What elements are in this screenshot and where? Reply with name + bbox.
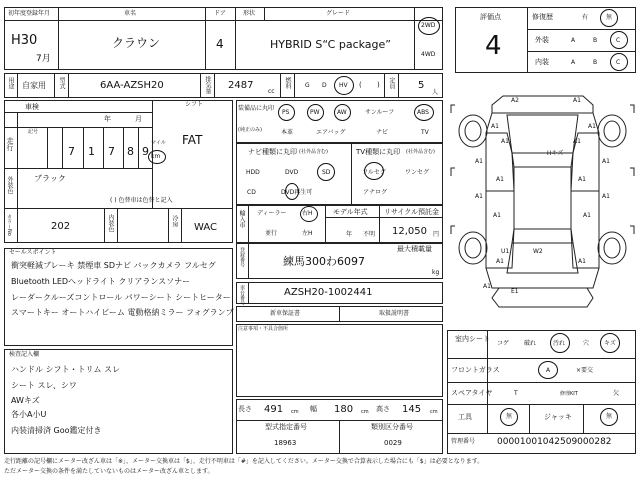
navi-hdd: HDD (246, 169, 260, 176)
capacity-value: 5 (418, 80, 425, 91)
shape-label: 形状 (243, 10, 256, 17)
equip-navi: ナビ (376, 129, 389, 136)
shift-value: FAT (182, 133, 203, 147)
equip-airbag: エアバッグ (316, 129, 346, 136)
width-unit: cm (361, 409, 369, 415)
mark-right-quarter: A1 (578, 258, 586, 265)
mileage-digit-1: 7 (68, 145, 75, 158)
spare-tire-kit: 修理KIT (560, 391, 578, 397)
equip-tv: TV (421, 129, 429, 136)
color-no-value: 202 (51, 221, 71, 232)
model-year-label: モデル年式 (333, 208, 368, 216)
equip-abs: ABS (417, 109, 429, 116)
handle-left: 左H (302, 230, 313, 237)
mileage-unit-km: km (151, 153, 161, 160)
selling-point-line-1: 衝突軽減ブレーキ 禁煙車 SDナビ バックカメラ フルセグ (11, 261, 216, 270)
cooler-value: WAC (194, 222, 217, 233)
equip-pw: PW (310, 109, 320, 116)
jack-value: 無 (606, 413, 613, 420)
fuel-label: 燃料 (284, 77, 291, 89)
fuel-paren-open: ( (359, 81, 362, 89)
footer-line-1: 走行距離の記号欄にメーター改ざん車は「※」、メーター交換車は「$」、走行不明車は「#」を記入してください。メーター交換で合算表示した場合にも「$」は必要となります。 (4, 458, 484, 465)
equipment-subtitle: (純正のみ) (238, 127, 262, 133)
repair-no: 無 (606, 14, 613, 21)
first-reg-label: 初年度登録年月 (8, 10, 51, 17)
exterior-grade-b: B (593, 37, 598, 44)
mark-left-pillar: A1 (496, 176, 504, 183)
front-glass-replace: ×要交 (576, 367, 594, 374)
fuel-g: G (305, 82, 310, 89)
equip-ps: PS (282, 109, 290, 116)
front-glass-label: フロントガラス (451, 366, 500, 374)
inspection-note-line-3: AWキズ (11, 396, 40, 405)
car-damage-diagram (447, 83, 638, 328)
mark-left-front: A1 (491, 123, 499, 130)
navi-sd: SD (322, 169, 331, 176)
jack-label: ジャッキ (544, 413, 572, 421)
mark-hkizu: Hキズ (547, 150, 564, 157)
displacement-unit: cc (268, 88, 275, 95)
selling-point-line-2: Bluetooth LEDヘッドライト クリアランスソナー (11, 277, 191, 286)
use-label: 用途 (7, 77, 14, 89)
color-label: 外装色 (6, 176, 13, 194)
selling-point-line-4: スマートキー オートハイビーム 電動格納ミラー フォグランプ (11, 308, 234, 317)
class-value: 0029 (384, 439, 402, 447)
notes-label: 注意事項・不具合箇所 (238, 326, 289, 332)
navi-note: (社外品含む) (299, 149, 328, 155)
type-cert-value: 18963 (274, 439, 297, 447)
use-value: 自家用 (22, 81, 46, 90)
fuel-hv: HV (339, 82, 348, 89)
mark-right-rear: A1 (583, 212, 591, 219)
mark-left-rear: A1 (493, 212, 501, 219)
tools-label: 工具 (458, 413, 472, 421)
navi-title: ナビ種類に丸印 (248, 148, 297, 156)
fuel-paren-close: ) (377, 81, 380, 89)
tv-title: TV種類に丸印 (356, 148, 401, 156)
interior-grade-a: A (571, 59, 576, 66)
first-reg-month: 7月 (36, 54, 51, 64)
mgmt-label: 管理番号 (451, 438, 476, 445)
length-unit: cm (291, 409, 299, 415)
manual-label: 取扱説明書 (379, 310, 410, 317)
max-load-label: 最大積載量 (397, 245, 432, 253)
interior-grade-c: C (616, 59, 621, 66)
equip-leather: 本革 (281, 129, 294, 136)
navi-dvd-play: DVD再生可 (281, 189, 313, 196)
mark-left-quarter: A1 (496, 258, 504, 265)
tools-value: 無 (506, 413, 513, 420)
doors-value: 4 (216, 37, 224, 51)
model-year-unit: 年 (346, 231, 353, 238)
class-label: 類別区分番号 (371, 423, 413, 431)
displacement-value: 2487 (228, 80, 254, 91)
width-value: 180 (334, 404, 354, 415)
tv-fullseg: フルセグ (362, 169, 386, 176)
mileage-digit-4: 8 (127, 145, 134, 158)
selling-points-title: セールスポイント (9, 249, 57, 256)
grade-value: HYBRID S“C package” (270, 38, 391, 51)
height-label: 高さ (376, 405, 390, 413)
mileage-digit-5: 9 (142, 145, 149, 158)
handle-right: 右H (302, 210, 313, 217)
seat-kizu: キズ (604, 340, 616, 347)
warranty-label: 新車保証書 (270, 310, 301, 317)
spare-tire-none: 欠 (613, 390, 620, 397)
mileage-unit-mile: マイル (151, 140, 166, 146)
chassis-value: AZSH20-1002441 (284, 287, 373, 298)
model-label: 型式 (58, 77, 65, 89)
capacity-label: 定員 (388, 77, 395, 89)
drive-4wd: 4WD (421, 51, 436, 58)
inspection-note-line-4: 各小A小U (11, 410, 47, 419)
mark-right-door-rear: A1 (602, 193, 610, 200)
inspection-year: 年 (104, 115, 111, 123)
mark-left-door-front: A1 (475, 158, 483, 165)
inspection-notes-title: 検査記入欄 (9, 351, 40, 358)
height-value: 145 (402, 404, 422, 415)
inspection-note-line-2: シート スレ、シワ (11, 381, 77, 390)
equip-aw: AW (337, 109, 347, 116)
car-name-label: 車名 (124, 10, 137, 17)
seat-yabure: 破れ (524, 340, 537, 347)
seat-koge: コゲ (497, 340, 510, 347)
car-name-value: クラウン (112, 36, 161, 50)
mark-right-pillar: A1 (578, 176, 586, 183)
seat-yogore: 汚れ (553, 340, 566, 347)
type-cert-label: 型式指定番号 (265, 423, 307, 431)
exterior-grade-c: C (616, 37, 621, 44)
inspection-month: 月 (135, 115, 142, 123)
max-load-unit: kg (432, 269, 440, 276)
navi-cd: CD (247, 189, 256, 196)
repair-label: 修復歴 (532, 13, 553, 21)
plate-value: 練馬300わ6097 (283, 255, 365, 268)
selling-point-line-3: レーダークルーズコントロール パワーシート シートヒーター (11, 293, 231, 302)
score-label: 評価点 (480, 13, 501, 21)
mark-left-door-rear: A1 (475, 193, 483, 200)
tv-note: (社外品含む) (406, 149, 435, 155)
color-no-label: カラーNo (6, 214, 12, 236)
recycle-unit: 円 (433, 231, 440, 238)
capacity-unit: 人 (432, 89, 439, 96)
model-value: 6AA-AZSH20 (100, 80, 164, 91)
shift-label: シフト (185, 101, 204, 108)
mileage-digit-3: 7 (108, 145, 115, 158)
chassis-label: 車台番号 (239, 285, 245, 305)
spare-tire-label: スペアタイヤ (451, 389, 493, 397)
first-reg-value: H30 (11, 33, 38, 48)
grade-label: グレード (326, 10, 351, 17)
tv-analog: アナログ (363, 189, 388, 196)
mark-right-door-front: A1 (602, 158, 610, 165)
score-value: 4 (485, 31, 502, 61)
mark-e1: E1 (511, 288, 519, 295)
spare-tire-t: T (514, 390, 518, 397)
cooler-label: 冷房 (171, 215, 178, 227)
mark-right-front: A1 (588, 123, 596, 130)
length-label: 長さ (238, 405, 252, 413)
mark-front-a1: A1 (573, 97, 581, 104)
import-other: 並行 (265, 230, 278, 237)
inspection-label: 車検 (25, 103, 39, 111)
import-label: 輸入車 (238, 210, 245, 228)
navi-dvd: DVD (285, 169, 299, 176)
inspection-note-line-5: 内装清掃済 Goo鑑定付き (11, 426, 102, 435)
interior-grade-b: B (593, 59, 598, 66)
inspection-note-line-1: ハンドル シフト・トリム スレ (11, 365, 121, 374)
mark-a2: A2 (511, 97, 519, 104)
model-year-unknown: 不明 (363, 231, 376, 238)
exterior-grade-a: A (571, 37, 576, 44)
equipment-title: 装備品に丸印 (238, 105, 275, 112)
recycle-value: 12,050 (392, 226, 427, 237)
height-unit: cm (430, 409, 438, 415)
tv-oneseg: ワンセグ (405, 169, 430, 176)
length-value: 491 (264, 404, 284, 415)
mgmt-value: 000010010425090002​82 (497, 437, 612, 447)
front-glass-a: A (546, 367, 551, 374)
exterior-label: 外装 (535, 36, 549, 44)
interior-seat-label: 室内シート (455, 335, 490, 343)
interior-label: 内装 (535, 58, 549, 66)
fuel-d: D (322, 82, 327, 89)
recycle-label: リサイクル預託金 (384, 208, 440, 216)
doors-label: ドア (214, 10, 226, 17)
repair-yes: 有 (582, 14, 589, 21)
mark-w2: W2 (533, 248, 543, 255)
import-dealer: ディーラー (257, 210, 287, 217)
color-note: ( ) 色替車は色替と記入 (110, 197, 173, 204)
mileage-label: 走行 (6, 137, 14, 151)
equip-sunroof: サンルーフ (365, 109, 395, 116)
mark-rear-left: A1 (483, 283, 491, 290)
interior-color-label: 内装色 (107, 214, 114, 232)
displacement-label: 排気量 (204, 76, 211, 94)
footer-line-2: ただメーター交換の条件を満たしていないものはメーター改ざん車とします。 (4, 468, 214, 475)
mileage-digit-2: 1 (88, 145, 95, 158)
color-value: ブラック (34, 174, 66, 183)
seat-ana: 穴 (583, 340, 590, 347)
mark-left-fender: A1 (501, 138, 509, 145)
mileage-note: 記号 (28, 129, 39, 135)
mark-right-fender: A1 (573, 138, 581, 145)
notes-box (236, 324, 443, 397)
mark-u1: U1 (501, 248, 510, 255)
drive-2wd: 2WD (421, 22, 436, 29)
plate-label: 登録番号 (239, 247, 245, 267)
width-label: 幅 (310, 405, 317, 413)
